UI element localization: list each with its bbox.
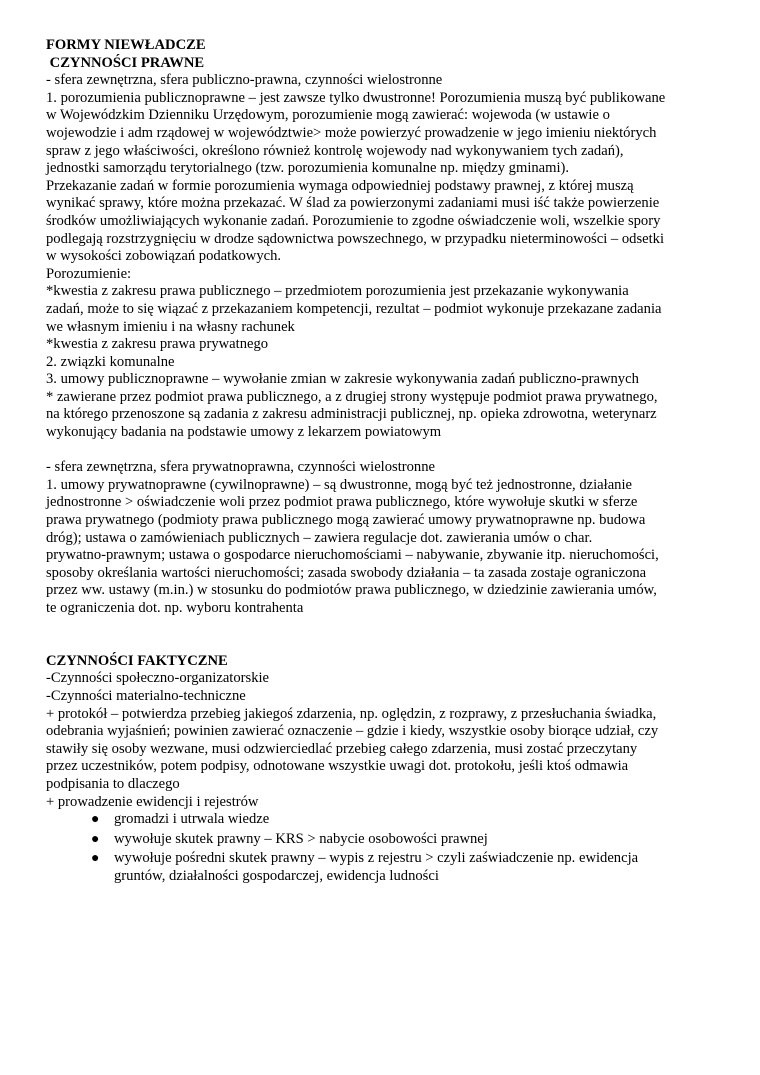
section-heading-factual-acts: CZYNNOŚCI FAKTYCZNE xyxy=(46,652,228,669)
document-title: FORMY NIEWŁADCZE xyxy=(46,37,206,53)
text-line: w wysokości zobowiązań podatkowych. xyxy=(46,248,282,265)
text-line: wywołuje pośredni skutek prawny – wypis z rejestru > czyli zaświadczenie np. ewidencja xyxy=(114,850,639,867)
text-line: gruntów, działalności gospodarczej, ewidencja ludności xyxy=(114,867,439,884)
text-line: środków umożliwiających wykonanie zadań. Porozumienie to zgodne oświadczenie woli, wszelkie spory xyxy=(46,212,661,229)
text-line: na którego przenoszone są zadania z zakresu administracji publicznej, np. opieka zdrowotna, weterynarz xyxy=(46,406,657,423)
section-private-law-body xyxy=(46,459,714,617)
list-item xyxy=(46,811,714,829)
text-line: w Wojewódzkim Dzienniku Urzędowym, porozumienie mogą zawierać: wojewoda (w ustawie o xyxy=(46,107,610,124)
text-line: - sfera zewnętrzna, sfera publiczno-prawna, czynności wielostronne xyxy=(46,72,443,89)
text-line: 1. porozumienia publicznoprawne – jest zawsze tylko dwustronne! Porozumienia muszą być publikowane xyxy=(46,89,666,106)
text-line: zadań, może to się wiązać z przekazaniem kompetencji, rezultat – podmiot wykonuje przekazane zadania xyxy=(46,300,662,317)
text-line: prywatno-prawnym; ustawa o gospodarce nieruchomościami – nabywanie, zbywanie itp. nieruchomości, xyxy=(46,547,659,564)
text-line: we własnym imieniu i na własny rachunek xyxy=(46,318,295,335)
text-line: wykonujący badania na podstawie umowy z lekarzem powiatowym xyxy=(46,424,442,441)
text-line: podpisania to dlaczego xyxy=(46,775,180,792)
text-line: przez uczestników, potem podpisy, odnotowane wszystkie uwagi dot. protokołu, jeśli ktoś odmawia xyxy=(46,758,629,775)
list-item xyxy=(46,850,714,885)
text-line: wywołuje skutek prawny – KRS > nabycie osobowości prawnej xyxy=(114,830,488,847)
text-line: jednostki samorządu terytorialnego (tzw. porozumienia komunalne np. między gminami). xyxy=(46,160,570,177)
text-line: wynikać sprawy, które można przekazać. W ślad za powierzonymi zadaniami musi iść także powierzenie xyxy=(46,195,660,212)
text-line: gromadzi i utrwala wiedze xyxy=(114,811,270,828)
text-line: 3. umowy publicznoprawne – wywołanie zmian w zakresie wykonywania zadań publiczno-prawnych xyxy=(46,371,639,388)
spacer xyxy=(46,618,714,653)
text-line: stawiły się osoby wezwane, musi odzwierciedlać przebieg całego zdarzenia, musi zostać przeczytany xyxy=(46,740,638,757)
text-line: -Czynności społeczno-organizatorskie xyxy=(46,670,270,687)
text-line: jednostronne > oświadczenie woli przez podmiot prawa publicznego, które wywołuje skutki w sferze xyxy=(46,494,638,511)
text-line: + prowadzenie ewidencji i rejestrów xyxy=(46,793,259,810)
text-line: odebrania wyjaśnień; powinien zawierać oznaczenie – gdzie i kiedy, wszystkie osoby biorące udział, czy xyxy=(46,723,659,740)
text-line: 1. umowy prywatnoprawne (cywilnoprawne) – są dwustronne, mogą być też jednostronne, działanie xyxy=(46,476,633,493)
text-line: *kwestia z zakresu prawa publicznego – przedmiotem porozumienia jest przekazanie wykonywania xyxy=(46,283,629,300)
section-legal-acts-body xyxy=(46,72,714,441)
bullet-list xyxy=(46,811,714,885)
spacer xyxy=(46,442,714,460)
document-page xyxy=(46,37,714,888)
text-line: przez ww. ustawy (m.in.) w stosunku do podmiotów prawa publicznego, w dziedzinie zawierania umów, xyxy=(46,582,657,599)
bullet-icon: ● xyxy=(91,851,100,867)
section-heading-legal-acts: CZYNNOŚCI PRAWNE xyxy=(46,54,205,71)
text-line: spraw z jego właściwości, określono również kontrolę wojewody nad wykonywaniem tych zadań), xyxy=(46,142,624,159)
text-line: *kwestia z zakresu prawa prywatnego xyxy=(46,336,269,353)
text-line: wojewodzie i adm rządowej w województwie> może powierzyć prowadzenie w jego imieniu niektórych xyxy=(46,124,657,141)
list-item xyxy=(46,831,714,849)
text-line: 2. związki komunalne xyxy=(46,353,175,370)
text-line: te ograniczenia dot. np. wyboru kontrahenta xyxy=(46,600,304,616)
text-line: Przekazanie zadań w formie porozumienia wymaga odpowiedniej podstawy prawnej, z której muszą xyxy=(46,177,634,194)
bullet-icon: ● xyxy=(91,831,100,847)
text-line: + protokół – potwierdza przebieg jakiegoś zdarzenia, np. oględzin, z rozprawy, z przesłuchania świadka, xyxy=(46,705,657,722)
text-line: podlegają rozstrzygnięciu w drodze sądownictwa powszechnego, w przypadku nieterminowości – odsetki xyxy=(46,230,665,247)
text-line: - sfera zewnętrzna, sfera prywatnoprawna, czynności wielostronne xyxy=(46,459,435,476)
text-line: -Czynności materialno-techniczne xyxy=(46,687,246,704)
bullet-icon: ● xyxy=(91,812,100,828)
section-factual-acts-body xyxy=(46,670,714,811)
text-line: Porozumienie: xyxy=(46,265,132,282)
text-line: prawa prywatnego (podmioty prawa publicznego mogą zawierać umowy prywatnoprawne np. budowa xyxy=(46,512,646,529)
text-line: * zawierane przez podmiot prawa publicznego, a z drugiej strony występuje podmiot prawa prywatnego, xyxy=(46,388,658,405)
text-line: sposoby określania wartości nieruchomości; zasada swobody działania – ta zasada zostaje ograniczona xyxy=(46,564,647,581)
text-line: dróg); ustawa o zamówieniach publicznych – zawiera regulacje dot. zawierania umów o char. xyxy=(46,529,593,546)
